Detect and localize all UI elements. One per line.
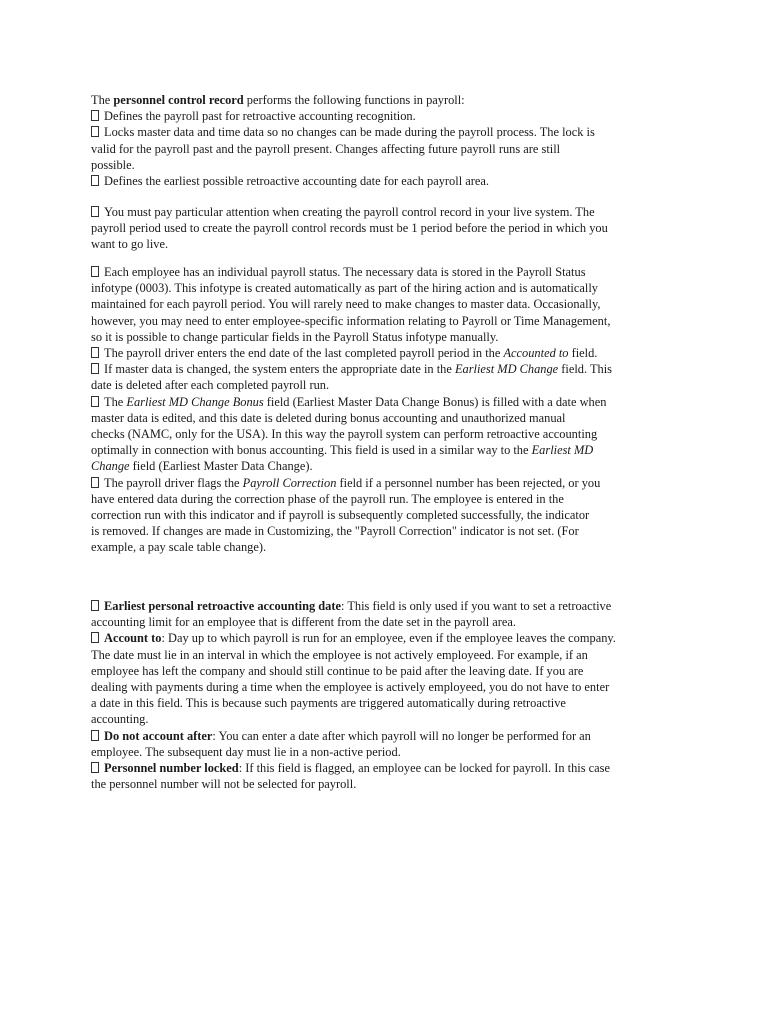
function-item-cont bbox=[91, 157, 681, 173]
status-line bbox=[91, 264, 681, 280]
bullet-box-icon bbox=[91, 126, 99, 137]
bullet-box-icon bbox=[91, 110, 99, 121]
locked-text: : If this field is flagged, an employee can be locked for payroll. In this case bbox=[238, 761, 610, 776]
status-line bbox=[91, 280, 681, 296]
no-account-text: : You can enter a date after which payroll will no longer be performed for an bbox=[212, 728, 591, 743]
function-text: possible. bbox=[91, 157, 135, 172]
bullet-box-icon bbox=[91, 477, 99, 488]
note-line bbox=[91, 204, 681, 220]
note-text: You must pay particular attention when creating the payroll control record in your live system. The bbox=[104, 205, 595, 219]
account-to-term: Account to bbox=[104, 631, 162, 646]
correction-line bbox=[91, 523, 681, 539]
bullet-box-icon bbox=[91, 206, 99, 217]
accounted-to-item bbox=[91, 345, 681, 361]
intro-term: personnel control record bbox=[113, 93, 244, 107]
account-to-text: accounting. bbox=[91, 712, 149, 727]
bullet-box-icon bbox=[91, 762, 99, 773]
status-text: maintained for each payroll period. You will rarely need to make changes to master data. Occasionally, bbox=[91, 297, 601, 312]
intro-pre: The bbox=[91, 93, 114, 107]
note-line bbox=[91, 220, 681, 236]
correction-line bbox=[91, 539, 681, 555]
bonus-text: field (Earliest Master Data Change). bbox=[129, 459, 313, 474]
accounted-pre: The payroll driver enters the end date of the last completed payroll period in the bbox=[104, 346, 504, 361]
bullet-box-icon bbox=[91, 363, 99, 374]
accounted-post: field. bbox=[568, 346, 598, 361]
status-text: so it is possible to change particular fields in the Payroll Status infotype manually. bbox=[91, 329, 499, 344]
account-to-line bbox=[91, 663, 681, 679]
account-to-text: The date must lie in an interval in which the employee is not actively employeed. For example, if an bbox=[91, 647, 588, 662]
correction-post: field if a personnel number has been rejected, or you bbox=[336, 475, 601, 490]
bonus-item bbox=[91, 394, 681, 410]
bonus-line bbox=[91, 442, 681, 458]
bullet-box-icon bbox=[91, 266, 99, 277]
status-text: Each employee has an individual payroll status. The necessary data is stored in the Payroll Status bbox=[104, 265, 586, 279]
correction-text: correction run with this indicator and if payroll is subsequently completed successfully, the indicator bbox=[91, 508, 590, 523]
intro-post: performs the following functions in payroll: bbox=[243, 93, 465, 107]
account-to-text: a date in this field. This is because such payments are triggered automatically during retroactive bbox=[91, 696, 566, 711]
correction-line bbox=[91, 507, 681, 523]
function-text: Defines the earliest possible retroactive accounting date for each payroll area. bbox=[104, 174, 489, 189]
bullet-box-icon bbox=[91, 600, 99, 611]
note-section bbox=[91, 204, 681, 253]
account-to-text: : Day up to which payroll is run for an employee, even if the employee leaves the company. bbox=[161, 631, 616, 646]
correction-text: example, a pay scale table change). bbox=[91, 540, 267, 555]
correction-item bbox=[91, 475, 681, 491]
accounted-field: Accounted to bbox=[503, 346, 569, 361]
correction-line bbox=[91, 491, 681, 507]
locked-item bbox=[91, 760, 681, 776]
note-line bbox=[91, 236, 681, 252]
locked-term: Personnel number locked bbox=[104, 761, 239, 776]
earliest-md-item bbox=[91, 361, 681, 377]
account-to-text: employee has left the company and should still continue to be paid after the leaving date. If you are bbox=[91, 663, 584, 678]
function-item-cont bbox=[91, 141, 681, 157]
function-text: valid for the payroll past and the payroll present. Changes affecting future payroll runs are still bbox=[91, 141, 561, 156]
bonus-field: Earliest MD Change Bonus bbox=[126, 394, 264, 409]
function-text: Defines the payroll past for retroactive accounting recognition. bbox=[104, 109, 416, 124]
earliest-md-field: Earliest MD Change bbox=[454, 362, 559, 377]
account-to-line bbox=[91, 647, 681, 663]
status-line bbox=[91, 296, 681, 312]
correction-text: is removed. If changes are made in Customizing, the "Payroll Correction" indicator is not set. (For bbox=[91, 524, 579, 539]
earliest-md-text: date is deleted after each completed payroll run. bbox=[91, 378, 330, 393]
account-to-line bbox=[91, 711, 681, 727]
account-to-line bbox=[91, 679, 681, 695]
bonus-text: master data is edited, and this date is deleted during bonus accounting and unauthorized manual bbox=[91, 410, 566, 425]
account-to-item bbox=[91, 630, 681, 646]
earliest-md-post: field. This bbox=[558, 362, 612, 377]
bonus-line bbox=[91, 458, 681, 474]
bonus-line bbox=[91, 426, 681, 442]
bullet-box-icon bbox=[91, 396, 99, 407]
status-text: infotype (0003). This infotype is created automatically as part of the hiring action and is automatically bbox=[91, 281, 598, 296]
no-account-line bbox=[91, 744, 681, 760]
retro-term: Earliest personal retroactive accounting date bbox=[104, 599, 341, 613]
status-line bbox=[91, 313, 681, 329]
locked-line bbox=[91, 776, 681, 792]
intro-section bbox=[91, 92, 681, 189]
correction-text: have entered data during the correction phase of the payroll run. The employee is entered in the bbox=[91, 491, 564, 506]
bullet-box-icon bbox=[91, 347, 99, 358]
no-account-item bbox=[91, 728, 681, 744]
bonus-text: checks (NAMC, only for the USA). In this way the payroll system can perform retroactive accounting bbox=[91, 427, 598, 442]
retro-line bbox=[91, 614, 681, 630]
status-text: however, you may need to enter employee-specific information relating to Payroll or Time Management, bbox=[91, 313, 611, 328]
bullet-box-icon bbox=[91, 175, 99, 186]
field-definitions-section bbox=[91, 598, 681, 792]
bonus-field-ref: Change bbox=[91, 459, 130, 474]
function-item bbox=[91, 124, 681, 140]
correction-pre: The payroll driver flags the bbox=[104, 475, 243, 490]
status-line bbox=[91, 329, 681, 345]
bonus-pre: The bbox=[104, 394, 127, 409]
function-item bbox=[91, 173, 681, 189]
no-account-text: employee. The subsequent day must lie in a non-active period. bbox=[91, 744, 401, 759]
account-to-line bbox=[91, 695, 681, 711]
bonus-line bbox=[91, 410, 681, 426]
intro-line bbox=[91, 92, 681, 108]
note-text: payroll period used to create the payroll control records must be 1 period before the period in which you bbox=[91, 221, 608, 236]
retro-item bbox=[91, 598, 681, 614]
retro-text: : This field is only used if you want to set a retroactive bbox=[341, 599, 612, 613]
earliest-md-line2 bbox=[91, 377, 681, 393]
function-item bbox=[91, 108, 681, 124]
no-account-term: Do not account after bbox=[104, 728, 213, 743]
bullet-box-icon bbox=[91, 632, 99, 643]
function-text: Locks master data and time data so no changes can be made during the payroll process. The lock is bbox=[104, 125, 595, 140]
note-text: want to go live. bbox=[91, 237, 169, 252]
bonus-post: field (Earliest Master Data Change Bonus) is filled with a date when bbox=[263, 394, 607, 409]
account-to-text: dealing with payments during a time when the employee is actively employeed, you do not have to enter bbox=[91, 680, 610, 695]
correction-field: Payroll Correction bbox=[242, 475, 337, 490]
earliest-md-pre: If master data is changed, the system enters the appropriate date in the bbox=[104, 362, 455, 377]
payroll-status-section bbox=[91, 264, 681, 556]
retro-text: accounting limit for an employee that is different from the date set in the payroll area. bbox=[91, 615, 517, 630]
bullet-box-icon bbox=[91, 730, 99, 741]
bonus-text: optimally in connection with bonus accounting. This field is used in a similar way to the bbox=[91, 443, 532, 458]
bonus-field-ref: Earliest MD bbox=[531, 443, 594, 458]
locked-text: the personnel number will not be selected for payroll. bbox=[91, 777, 357, 792]
